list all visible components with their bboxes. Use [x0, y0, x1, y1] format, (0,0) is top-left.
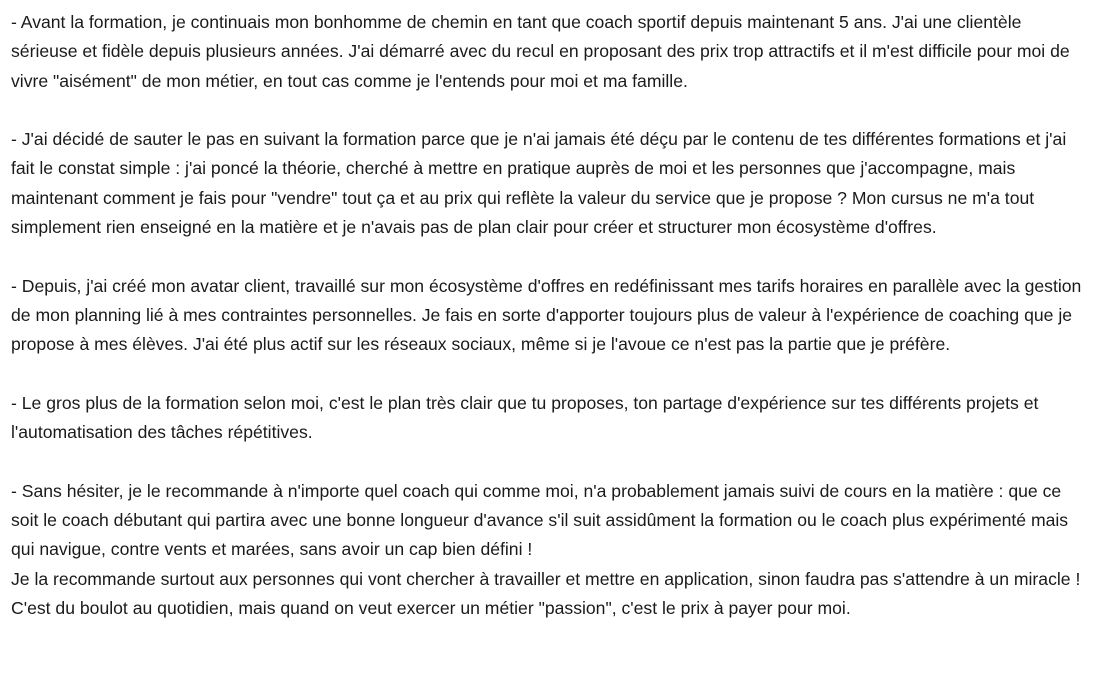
paragraph-recommendation: - Sans hésiter, je le recommande à n'importe quel coach qui comme moi, n'a probablement jamais suivi de cours en la matière : que ce soit le coach débutant qui partira avec une bonne longueur d'avance s'il suit assidûment la formation ou le coach plus expérimenté mais qui navigue, contre vents et marées, sans avoir un cap bien défini !	[11, 480, 1069, 560]
paragraph-decision: - J'ai décidé de sauter le pas en suivant la formation parce que je n'ai jamais été déçu par le contenu de tes différentes formations et j'ai fait le constat simple : j'ai poncé la théorie, cherché à mettre en pratique auprès de moi et les personnes que j'accompagne, mais maintenant comment je fais pour "vendre" tout ça et au prix qui reflète la valeur du service que je propose ? Mon cursus ne m'a tout simplement rien enseigné en la matière et je n'avais pas de plan clair pour créer et structurer mon écosystème d'offres.	[11, 129, 1067, 238]
paragraph-big-plus: - Le gros plus de la formation selon moi, c'est le plan très clair que tu proposes, ton partage d'expérience sur tes différents projets et l'automatisation des tâches répétitives.	[11, 392, 1039, 443]
paragraph-closing: Je la recommande surtout aux personnes qui vont chercher à travailler et mettre en application, sinon faudra pas s'attendre à un miracle ! C'est du boulot au quotidien, mais quand on veut exercer un métier "passion", c'est le prix à payer pour moi.	[11, 568, 1081, 618]
paragraph-since-then: - Depuis, j'ai créé mon avatar client, travaillé sur mon écosystème d'offres en redéfinissant mes tarifs horaires en parallèle avec la gestion de mon planning lié à mes contraintes personnelles. Je fais en sorte d'apporter toujours plus de valeur à l'expérience de coaching que je propose à mes élèves. J'ai été plus actif sur les réseaux sociaux, même si je l'avoue ce n'est pas la partie que je préfère.	[11, 275, 1082, 355]
paragraph-before-training: - Avant la formation, je continuais mon bonhomme de chemin en tant que coach sportif depuis maintenant 5 ans. J'ai une clientèle sérieuse et fidèle depuis plusieurs années. J'ai démarré avec du recul en proposant des prix trop attractifs et il m'est difficile pour moi de vivre "aisément" de mon métier, en tout cas comme je l'entends pour moi et ma famille.	[11, 12, 1070, 91]
